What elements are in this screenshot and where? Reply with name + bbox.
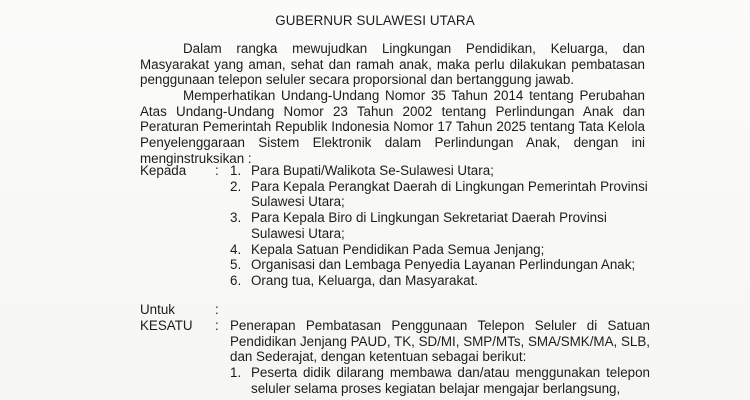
recipient-list — [230, 163, 650, 289]
kesatu-colon: : — [215, 318, 219, 333]
kepada-colon: : — [215, 163, 219, 178]
list-item — [230, 179, 650, 210]
list-item — [230, 242, 650, 258]
list-item-number: 6. — [230, 272, 242, 288]
untuk-colon: : — [215, 302, 219, 317]
intro-paragraph-text: Dalam rangka mewujudkan Lingkungan Pendidikan, Keluarga, dan Masyarakat yang aman, sehat dan ramah anak, maka perlu dilakukan pembatasan penggunaan telepon seluler secara proporsional dan bertanggung jawab. — [140, 41, 645, 88]
kesatu-label: KESATU — [140, 318, 193, 333]
list-item — [230, 365, 650, 399]
list-item-text: Peserta didik dilarang membawa dan/atau menggunakan telepon seluler selama proses kegiatan belajar mengajar berlangsung, — [251, 365, 650, 396]
untuk-label: Untuk — [140, 302, 175, 317]
list-item-number: 2. — [230, 178, 242, 194]
list-item-text: Orang tua, Keluarga, dan Masyarakat. — [251, 272, 479, 288]
list-item-number: 1. — [230, 365, 242, 380]
kesatu-provisions-list — [230, 365, 650, 399]
basis-paragraph — [140, 88, 645, 167]
list-item-text: Para Kepala Perangkat Daerah di Lingkungan Pemerintah Provinsi Sulawesi Utara; — [251, 178, 648, 210]
list-item-number: 4. — [230, 241, 242, 257]
list-item-number: 1. — [230, 163, 242, 178]
list-item-text: Organisasi dan Lembaga Penyedia Layanan Perlindungan Anak; — [251, 257, 636, 273]
list-item-text: Para Kepala Biro di Lingkungan Sekretariat Daerah Provinsi Sulawesi Utara; — [251, 210, 607, 241]
document-heading: GUBERNUR SULAWESI UTARA — [275, 13, 475, 28]
list-item-number: 3. — [230, 210, 242, 226]
list-item-number: 5. — [230, 257, 242, 273]
list-item — [230, 210, 650, 241]
basis-paragraph-text: Memperhatikan Undang-Undang Nomor 35 Tahun 2014 tentang Perubahan Atas Undang-Undang Nomor 23 Tahun 2002 tentang Perlindungan Anak dan Peraturan Pemerintah Republik Indonesia Nomor 17 Tahun 2025 tentang Tata Kelola Penyelenggaraan Sistem Elektronik dalam Perlindungan Anak, dengan ini menginstruksikan : — [140, 88, 645, 166]
intro-paragraph — [140, 41, 645, 88]
list-item — [230, 163, 650, 179]
list-item-text: Para Bupati/Walikota Se-Sulawesi Utara; — [251, 163, 494, 178]
list-item — [230, 273, 650, 289]
kesatu-text: Penerapan Pembatasan Penggunaan Telepon Seluler di Satuan Pendidikan Jenjang PAUD, TK, SD/MI, SMP/MTs, SMA/SMK/MA, SLB, dan Sederajat, dengan ketentuan sebagai berikut: — [230, 318, 650, 365]
kepada-label: Kepada — [140, 163, 187, 178]
list-item — [230, 257, 650, 273]
list-item-text: Kepala Satuan Pendidikan Pada Semua Jenjang; — [251, 241, 545, 257]
